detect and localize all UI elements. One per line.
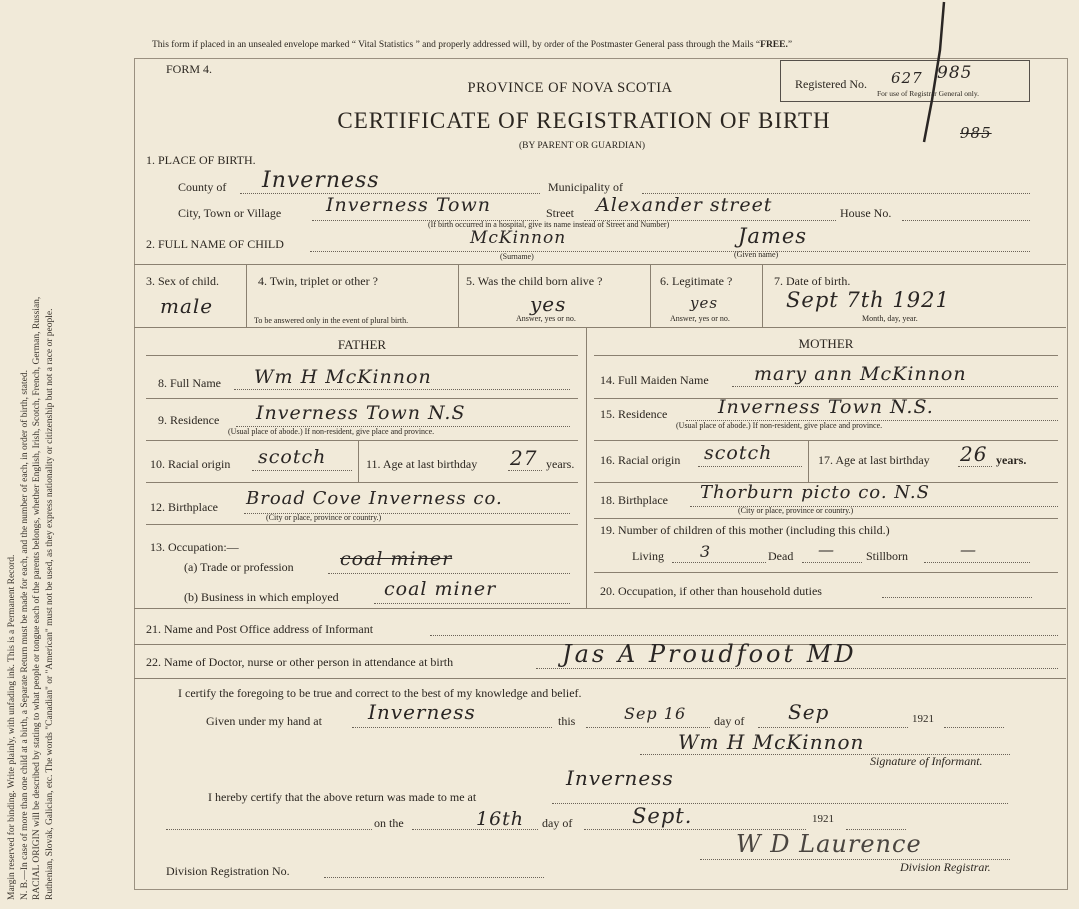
city-label: City, Town or Village: [178, 206, 282, 220]
mother-heading: MOTHER: [798, 336, 854, 351]
city-value: Inverness Town: [326, 194, 491, 216]
mother-birthplace-value: Thorburn picto co. N.S: [700, 482, 930, 503]
date-value: Sept 7th 1921: [786, 288, 950, 312]
mother-age-unit: years.: [996, 453, 1027, 467]
mother-birthplace-note: (City or place, province or country.): [738, 506, 854, 515]
certify-text: I certify the foregoing to be true and correct to the best of my knowledge and belief.: [178, 686, 582, 700]
registered-label: Registered No.: [795, 77, 867, 91]
county-value: Inverness: [262, 168, 380, 193]
father-business-label: (b) Business in which employed: [184, 590, 339, 604]
this-label: this: [558, 714, 576, 728]
on-day: 16th: [476, 808, 525, 830]
father-residence-label: 9. Residence: [158, 413, 220, 427]
postal-note-free: FREE.: [760, 40, 788, 50]
father-trade-value: coal miner: [340, 548, 453, 570]
given-label: Given under my hand at: [206, 714, 322, 728]
father-residence-note: (Usual place of abode.) If non-resident, give place and province.: [228, 427, 435, 436]
twin-label: 4. Twin, triplet or other ?: [258, 274, 378, 288]
father-business-value: coal miner: [384, 578, 497, 600]
house-label: House No.: [840, 206, 892, 220]
on-day-of-label: day of: [542, 816, 573, 830]
street-value: Alexander street: [596, 194, 773, 216]
father-age-value: 27: [510, 446, 538, 470]
mother-birthplace-label: 18. Birthplace: [600, 493, 668, 507]
registrar-caption: Division Registrar.: [900, 860, 991, 874]
registered-value: 627: [891, 69, 923, 87]
margin-note-binding: Margin reserved for binding. Write plainly, with unfading ink. This is a Permanent Record.: [7, 554, 17, 900]
informant-label: 21. Name and Post Office address of Informant: [146, 622, 374, 636]
father-birthplace-value: Broad Cove Inverness co.: [246, 488, 503, 509]
day-of-label: day of: [714, 714, 745, 728]
child-surname-note: (Surname): [500, 252, 534, 261]
alive-value: yes: [530, 292, 567, 316]
hereby-text: I hereby certify that the above return was made to me at: [208, 790, 477, 804]
registrar-use-note: For use of Registrar General only.: [877, 89, 979, 98]
mother-maiden-label: 14. Full Maiden Name: [600, 373, 709, 387]
on-month: Sept.: [632, 804, 693, 828]
father-age-unit: years.: [546, 457, 575, 471]
given-place: Inverness: [368, 700, 476, 724]
margin-note-separate-return: N. B.—In case of more than one child at a birth, a Separate Return must be made for each, and the number of each, in order of birth, stated.: [19, 370, 30, 900]
mother-occupation-label: 20. Occupation, if other than household duties: [600, 584, 822, 598]
given-day: Sep 16: [624, 704, 687, 723]
mother-residence-value: Inverness Town N.S.: [718, 396, 934, 418]
signature-caption: Signature of Informant.: [870, 754, 983, 768]
municipality-label: Municipality of: [548, 180, 623, 194]
dead-value: —: [818, 540, 835, 559]
father-heading: FATHER: [337, 337, 387, 352]
postal-note-close: ”: [787, 40, 793, 50]
sex-value: male: [160, 294, 214, 318]
registered-value-2: 985: [937, 63, 973, 83]
form-number: FORM 4.: [166, 62, 213, 76]
child-name-label: 2. FULL NAME OF CHILD: [146, 237, 284, 251]
place-of-birth-heading: 1. PLACE OF BIRTH.: [146, 153, 256, 167]
street-label: Street: [546, 206, 574, 220]
mother-age-value: 26: [960, 442, 988, 466]
alive-label: 5. Was the child born alive ?: [466, 274, 603, 288]
mother-residence-note: (Usual place of abode.) If non-resident, give place and province.: [676, 421, 883, 430]
county-label: County of: [178, 180, 227, 194]
father-age-label: 11. Age at last birthday: [366, 457, 478, 471]
given-year: 1921: [912, 713, 934, 725]
division-registration-label: Division Registration No.: [166, 864, 290, 878]
postal-note-text: This form if placed in an unsealed envelope marked “ Vital Statistics ” and properly addressed will, by order of the Postmaster General pass through the Mails “: [152, 40, 761, 50]
stillborn-value: —: [960, 540, 977, 559]
child-given-value: James: [738, 224, 808, 248]
registrar-signature: W D Laurence: [736, 830, 922, 858]
hospital-note: (If birth occurred in a hospital, give its name instead of Street and Number): [428, 220, 670, 229]
doctor-value: Jas A Proudfoot MD: [562, 640, 857, 668]
mother-residence-label: 15. Residence: [600, 407, 668, 421]
legitimate-label: 6. Legitimate ?: [660, 274, 733, 288]
legitimate-note: Answer, yes or no.: [670, 314, 730, 323]
legitimate-value: yes: [690, 294, 719, 312]
mother-age-label: 17. Age at last birthday: [818, 453, 930, 467]
hereby-place: Inverness: [566, 766, 674, 790]
twin-note: To be answered only in the event of plural birth.: [254, 316, 409, 325]
certificate-subtitle: (BY PARENT OR GUARDIAN): [518, 141, 646, 151]
province-heading: PROVINCE OF NOVA SCOTIA: [467, 80, 673, 96]
mother-children-label: 19. Number of children of this mother (including this child.): [600, 523, 890, 537]
alive-note: Answer, yes or no.: [516, 314, 576, 323]
informant-signature: Wm H McKinnon: [678, 730, 865, 754]
postal-note: [152, 40, 792, 50]
struck-number: 985: [960, 124, 992, 142]
given-month: Sep: [788, 700, 830, 724]
mother-racial-value: scotch: [704, 442, 773, 464]
mother-racial-label: 16. Racial origin: [600, 453, 681, 467]
father-name-label: 8. Full Name: [158, 376, 221, 390]
margin-notes: [6, 30, 56, 900]
date-note: Month, day, year.: [862, 314, 918, 323]
margin-note-racial-origin: RACIAL ORIGIN will be described by stating to what people or tongue each of the parents belongs, whether English, Irish, Scotch, French, German, Russian,: [32, 296, 42, 900]
child-surname-value: McKinnon: [470, 228, 567, 248]
father-birthplace-label: 12. Birthplace: [150, 500, 218, 514]
father-name-value: Wm H McKinnon: [254, 366, 432, 388]
father-occupation-label: 13. Occupation:—: [150, 540, 239, 554]
mother-maiden-value: mary ann McKinnon: [754, 363, 967, 385]
father-trade-label: (a) Trade or profession: [184, 560, 294, 574]
margin-note-racial-origin-cont: Ruthenian, Slovak, Galician, etc. The words "Canadian" or "American" must not be used, as they express nationality or citizenship but not a race or people.: [44, 308, 55, 900]
father-racial-label: 10. Racial origin: [150, 457, 231, 471]
date-label: 7. Date of birth.: [774, 274, 851, 288]
father-racial-value: scotch: [258, 446, 327, 468]
living-value: 3: [700, 542, 712, 561]
dead-label: Dead: [768, 549, 794, 563]
child-given-note: (Given name): [734, 250, 779, 259]
sex-label: 3. Sex of child.: [146, 274, 219, 288]
father-birthplace-note: (City or place, province or country.): [266, 513, 382, 522]
doctor-label: 22. Name of Doctor, nurse or other person in attendance at birth: [146, 655, 454, 669]
stillborn-label: Stillborn: [866, 549, 909, 563]
certificate-title: CERTIFICATE OF REGISTRATION OF BIRTH: [337, 108, 831, 133]
living-label: Living: [632, 549, 664, 563]
father-residence-value: Inverness Town N.S: [256, 402, 466, 424]
on-year: 1921: [812, 813, 834, 825]
on-the-label: on the: [374, 816, 404, 830]
